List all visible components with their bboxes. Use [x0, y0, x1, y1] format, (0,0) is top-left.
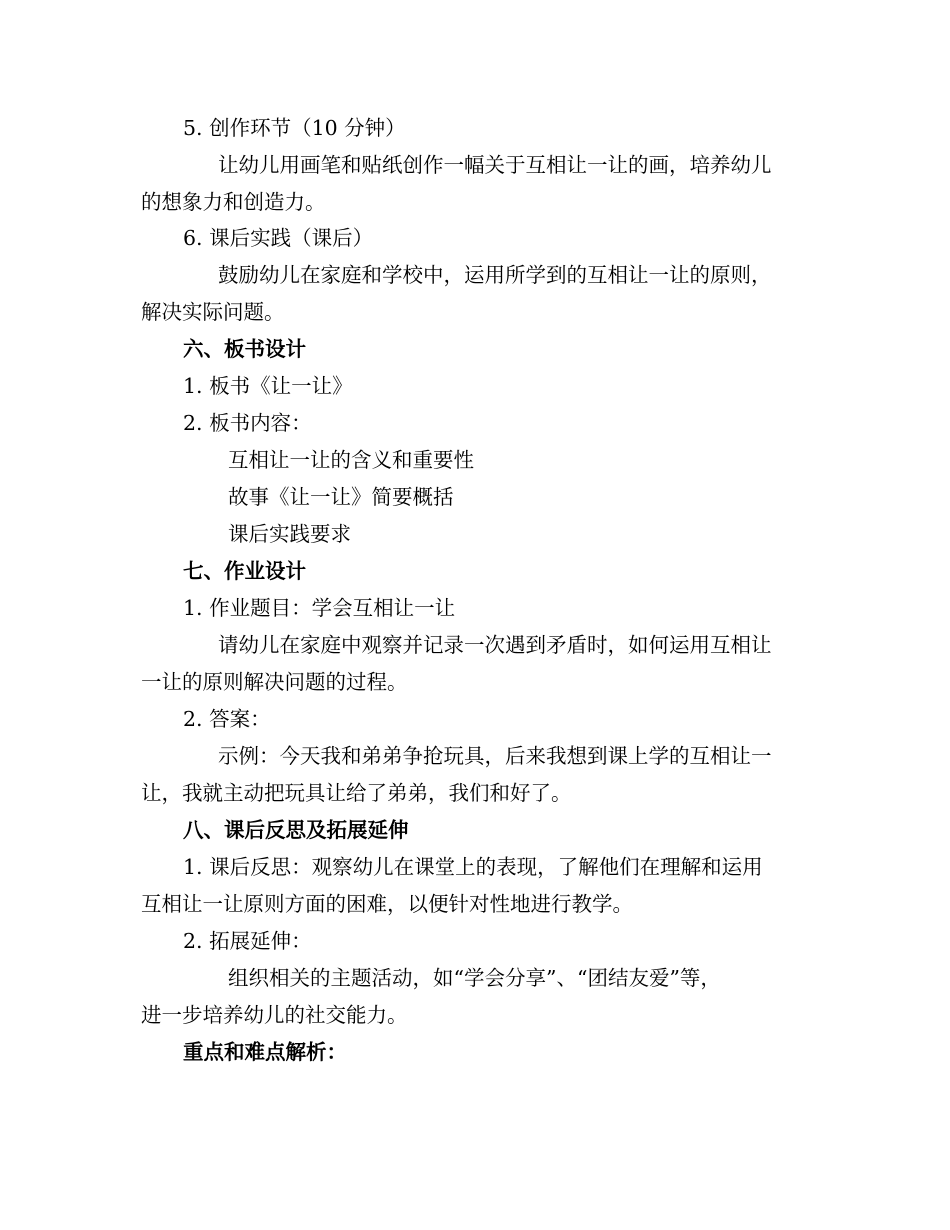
list-item: 1. 板书《让一让》 [183, 374, 353, 398]
section-heading-key-points: 重点和难点解析： [183, 1040, 347, 1064]
paragraph-line: 让幼儿用画笔和贴纸创作一幅关于互相让一让的画，培养幼儿 [218, 153, 772, 177]
list-item: 2. 答案： [183, 707, 271, 731]
paragraph-line: 进一步培养幼儿的社交能力。 [141, 1003, 408, 1027]
paragraph-line: 组织相关的主题活动，如“学会分享”、“团结友爱”等， [228, 966, 721, 990]
section-heading-board-design: 六、板书设计 [183, 337, 306, 361]
paragraph-line: 互相让一让原则方面的困难，以便针对性地进行教学。 [141, 892, 633, 916]
paragraph-line: 鼓励幼儿在家庭和学校中，运用所学到的互相让一让的原则， [218, 263, 772, 287]
item-5-creation: 5. 创作环节（10 分钟） [183, 116, 406, 140]
paragraph-line: 一让的原则解决问题的过程。 [141, 670, 408, 694]
paragraph-line: 的想象力和创造力。 [141, 190, 326, 214]
paragraph-line: 示例：今天我和弟弟争抢玩具，后来我想到课上学的互相让一 [218, 744, 772, 768]
item-6-practice: 6. 课后实践（课后） [183, 226, 374, 250]
list-item: 1. 作业题目：学会互相让一让 [183, 596, 456, 620]
list-item: 1. 课后反思：观察幼儿在课堂上的表现，了解他们在理解和运用 [183, 855, 763, 879]
paragraph-line: 解决实际问题。 [141, 300, 285, 324]
board-content-item: 互相让一让的含义和重要性 [228, 448, 474, 472]
paragraph-line: 请幼儿在家庭中观察并记录一次遇到矛盾时，如何运用互相让 [218, 633, 772, 657]
board-content-item: 故事《让一让》简要概括 [228, 485, 454, 509]
list-item: 2. 拓展延伸： [183, 929, 312, 953]
list-item: 2. 板书内容： [183, 411, 312, 435]
paragraph-line: 让，我就主动把玩具让给了弟弟，我们和好了。 [141, 781, 572, 805]
section-heading-reflection: 八、课后反思及拓展延伸 [183, 818, 409, 842]
board-content-item: 课后实践要求 [228, 522, 351, 546]
section-heading-homework: 七、作业设计 [183, 559, 306, 583]
